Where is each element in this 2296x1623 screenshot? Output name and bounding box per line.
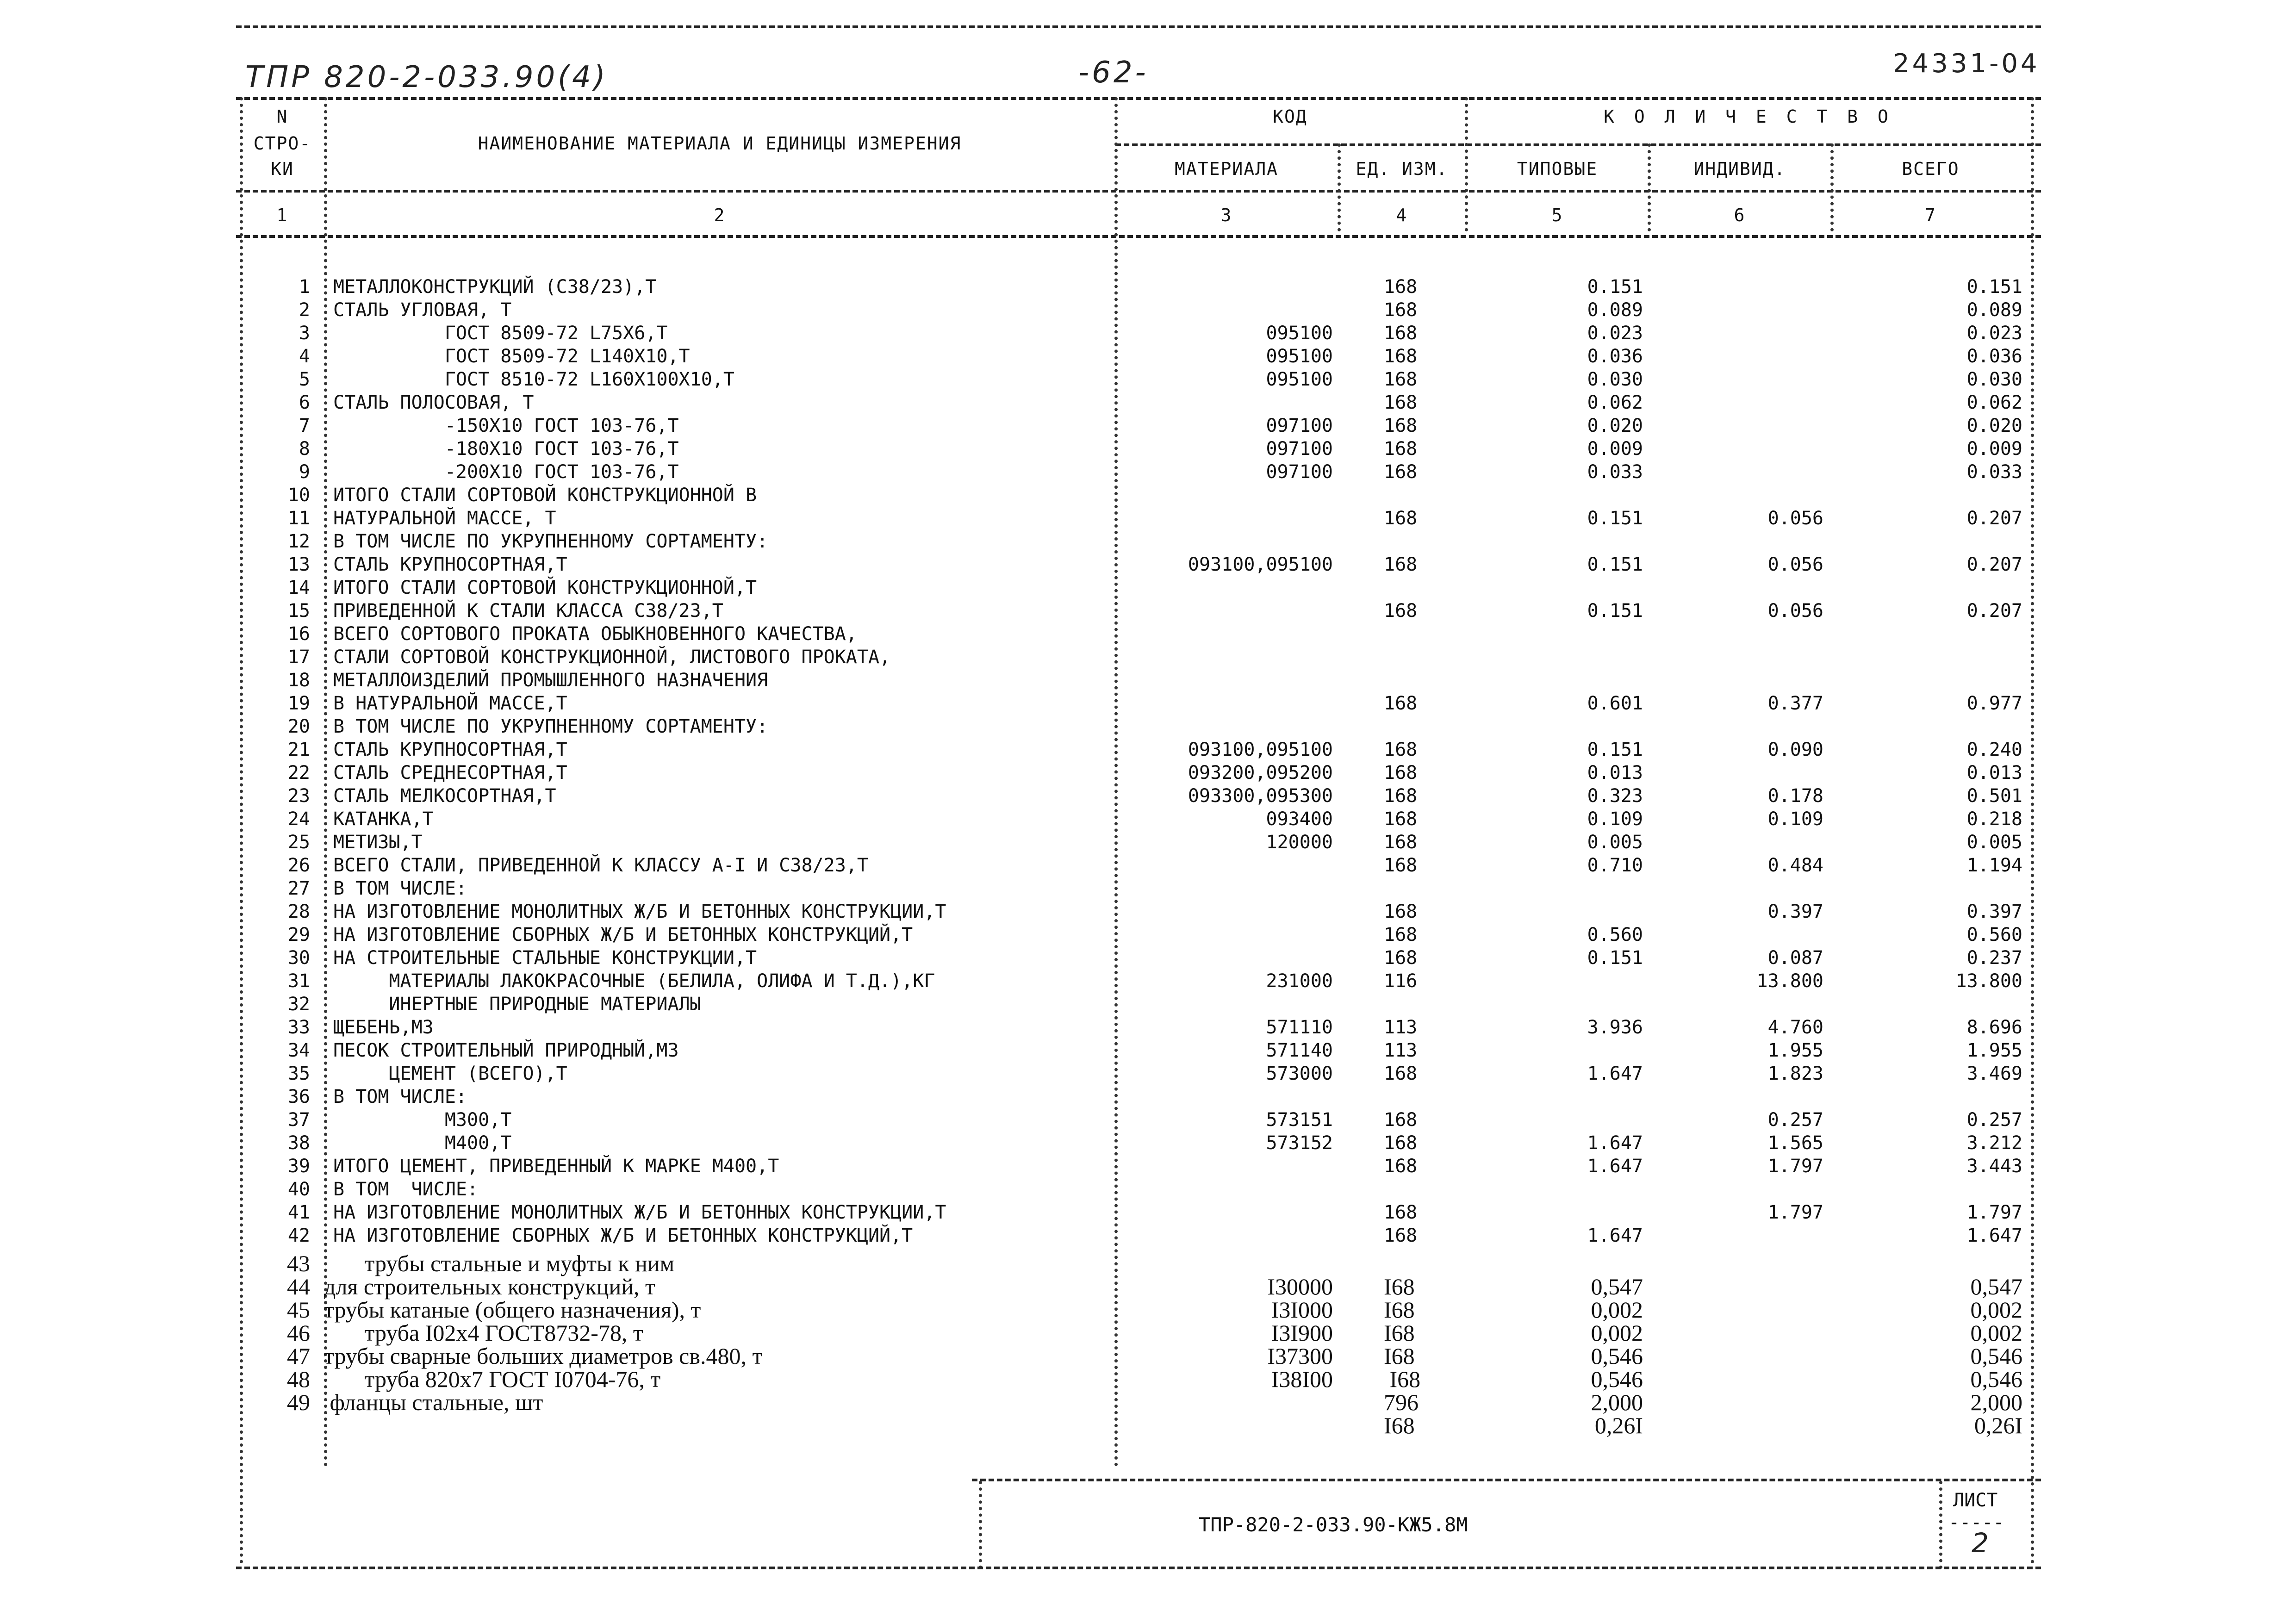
- row-material-name: ГОСТ 8510-72 L160X100X10,Т: [333, 369, 734, 390]
- row-number: 18: [287, 670, 310, 691]
- row-material-name: трубы катаные (общего назначения), т: [324, 1297, 701, 1323]
- row-material-name: НАТУРАЛЬНОЙ МАССЕ, Т: [333, 508, 556, 529]
- row-material-name: труба 820x7 ГОСТ I0704-76, т: [324, 1366, 661, 1392]
- row-unit-code: 168: [1384, 785, 1418, 807]
- row-qty-typical: 0.710: [1587, 855, 1643, 876]
- row-qty-total: 0.009: [1966, 438, 2022, 460]
- row-unit-code: 168: [1384, 739, 1418, 760]
- document-code: ТПР 820-2-033.90(4): [245, 60, 608, 94]
- row-material-code: 097100: [1266, 461, 1333, 483]
- row-unit-code: 168: [1384, 1202, 1418, 1223]
- row-material-name: ПЕСОК СТРОИТЕЛЬНЫЙ ПРИРОДНЫЙ,М3: [333, 1040, 679, 1061]
- row-qty-typical: 0.151: [1587, 739, 1643, 760]
- row-unit-code: 168: [1384, 1225, 1418, 1246]
- row-unit-code: I68: [1384, 1274, 1415, 1300]
- row-number: 14: [287, 577, 310, 598]
- row-qty-individual: 13.800: [1756, 970, 1823, 992]
- row-qty-typical: 0.601: [1587, 693, 1643, 714]
- row-unit-code: I68: [1384, 1366, 1421, 1392]
- row-qty-individual: 1.565: [1767, 1132, 1823, 1154]
- row-number: 44: [287, 1274, 310, 1300]
- col-individual: ИНДИВИД.: [1693, 159, 1786, 179]
- row-qty-total: 0.218: [1966, 808, 2022, 830]
- row-qty-typical: 0.062: [1587, 392, 1643, 413]
- row-qty-total: 13.800: [1955, 970, 2022, 992]
- row-material-name: МЕТАЛЛОИЗДЕЛИЙ ПРОМЫШЛЕННОГО НАЗНАЧЕНИЯ: [333, 670, 768, 691]
- row-number: 46: [287, 1320, 310, 1346]
- row-qty-total: 3.469: [1966, 1063, 2022, 1084]
- row-number: 11: [287, 508, 310, 529]
- row-qty-total: 1.797: [1966, 1202, 2022, 1223]
- row-material-code: 120000: [1266, 832, 1333, 853]
- row-material-name: СТАЛЬ КРУПНОСОРТНАЯ,Т: [333, 739, 567, 760]
- col-n-line2: СТРО-: [253, 133, 311, 154]
- row-material-name: В НАТУРАЛЬНОЙ МАССЕ,Т: [333, 693, 567, 714]
- row-unit-code: I68: [1384, 1320, 1415, 1346]
- row-material-code: 571140: [1266, 1040, 1333, 1061]
- row-number: 22: [287, 762, 310, 784]
- col-num-5: 5: [1551, 205, 1563, 225]
- col-n-line1: N: [276, 106, 288, 127]
- col-num-1: 1: [276, 205, 288, 225]
- col-code-material: МАТЕРИАЛА: [1175, 159, 1278, 179]
- header-line: [236, 190, 2041, 193]
- row-qty-typical: 1.647: [1587, 1132, 1643, 1154]
- row-qty-typical: 0.151: [1587, 276, 1643, 298]
- row-qty-total: 0,26I: [1974, 1412, 2022, 1438]
- row-material-name: В ТОМ ЧИСЛЕ:: [333, 878, 467, 899]
- row-unit-code: 168: [1384, 369, 1418, 390]
- row-number: 25: [287, 832, 310, 853]
- row-number: 21: [287, 739, 310, 760]
- row-number: 32: [287, 994, 310, 1015]
- row-material-name: СТАЛЬ МЕЛКОСОРТНАЯ,Т: [333, 785, 556, 807]
- row-number: 42: [287, 1225, 310, 1246]
- row-qty-typical: 0.089: [1587, 299, 1643, 321]
- row-material-name: труба I02x4 ГОСТ8732-78, т: [324, 1320, 643, 1346]
- row-unit-code: 113: [1384, 1040, 1418, 1061]
- row-material-code: 093100,095100: [1188, 739, 1333, 760]
- row-qty-typical: 0,547: [1591, 1274, 1643, 1300]
- row-qty-total: 0.033: [1966, 461, 2022, 483]
- row-material-name: СТАЛИ СОРТОВОЙ КОНСТРУКЦИОННОЙ, ЛИСТОВОГО ПРОКАТА,: [333, 647, 891, 668]
- row-unit-code: 168: [1384, 901, 1418, 922]
- row-qty-individual: 0.377: [1767, 693, 1823, 714]
- row-material-name: -150X10 ГОСТ 103-76,Т: [333, 415, 679, 436]
- rule-right: [2031, 97, 2034, 1564]
- bottom-border-line: [236, 1567, 2041, 1569]
- row-qty-total: 1.955: [1966, 1040, 2022, 1061]
- row-material-name: МАТЕРИАЛЫ ЛАКОКРАСОЧНЫЕ (БЕЛИЛА, ОЛИФА И Т.Д.),КГ: [333, 970, 935, 992]
- row-material-name: НА СТРОИТЕЛЬНЫЕ СТАЛЬНЫЕ КОНСТРУКЦИИ,Т: [333, 947, 757, 969]
- stamp-code: ТПР-820-2-033.90-КЖ5.8М: [1199, 1513, 1468, 1536]
- row-number: 24: [287, 808, 310, 830]
- row-number: 6: [299, 392, 310, 413]
- row-number: 33: [287, 1017, 310, 1038]
- col-num-7: 7: [1925, 205, 1936, 225]
- row-unit-code: 168: [1384, 1109, 1418, 1131]
- row-material-name: СТАЛЬ ПОЛОСОВАЯ, Т: [333, 392, 534, 413]
- row-qty-total: 0.501: [1966, 785, 2022, 807]
- row-material-code: 095100: [1266, 369, 1333, 390]
- row-unit-code: 168: [1384, 346, 1418, 367]
- row-material-code: I3I900: [1271, 1320, 1333, 1346]
- row-qty-individual: 0.090: [1767, 739, 1823, 760]
- row-number: 27: [287, 878, 310, 899]
- row-material-name: -180X10 ГОСТ 103-76,Т: [333, 438, 679, 460]
- row-material-name: ВСЕГО СТАЛИ, ПРИВЕДЕННОЙ К КЛАССУ А-I И С38/23,Т: [333, 855, 868, 876]
- col-total: ВСЕГО: [1902, 159, 1960, 179]
- row-material-name: ИТОГО СТАЛИ СОРТОВОЙ КОНСТРУКЦИОННОЙ В: [333, 485, 757, 506]
- row-qty-typical: 0.151: [1587, 554, 1643, 575]
- row-qty-typical: 0,546: [1591, 1366, 1643, 1392]
- row-qty-typical: 3.936: [1587, 1017, 1643, 1038]
- row-qty-total: 0.237: [1966, 947, 2022, 969]
- row-material-name: СТАЛЬ КРУПНОСОРТНАЯ,Т: [333, 554, 567, 575]
- row-qty-total: 0.023: [1966, 323, 2022, 344]
- row-unit-code: 168: [1384, 438, 1418, 460]
- col-num-3: 3: [1220, 205, 1232, 225]
- row-material-name: В ТОМ ЧИСЛЕ:: [333, 1086, 467, 1107]
- row-qty-typical: 0.036: [1587, 346, 1643, 367]
- col-name-header: НАИМЕНОВАНИЕ МАТЕРИАЛА И ЕДИНИЦЫ ИЗМЕРЕНИЯ: [478, 133, 962, 154]
- row-qty-total: 8.696: [1966, 1017, 2022, 1038]
- row-qty-total: 0,002: [1970, 1320, 2022, 1346]
- top-border-line: [236, 25, 2041, 28]
- row-unit-code: 168: [1384, 1132, 1418, 1154]
- row-material-code: 573152: [1266, 1132, 1333, 1154]
- row-material-name: ИТОГО ЦЕМЕНТ, ПРИВЕДЕННЫЙ К МАРКЕ М400,Т: [333, 1156, 779, 1177]
- row-unit-code: 168: [1384, 762, 1418, 784]
- row-number: 4: [299, 346, 310, 367]
- row-material-name: фланцы стальные, шт: [324, 1389, 543, 1415]
- row-material-code: 573000: [1266, 1063, 1333, 1084]
- row-unit-code: 168: [1384, 1156, 1418, 1177]
- row-number: 39: [287, 1156, 310, 1177]
- row-qty-typical: 1.647: [1587, 1063, 1643, 1084]
- row-qty-total: 1.194: [1966, 855, 2022, 876]
- row-qty-typical: 0.560: [1587, 924, 1643, 945]
- row-qty-typical: 0.009: [1587, 438, 1643, 460]
- row-qty-individual: 0.056: [1767, 554, 1823, 575]
- row-number: 3: [299, 323, 310, 344]
- row-qty-typical: 0.151: [1587, 508, 1643, 529]
- row-number: 16: [287, 623, 310, 645]
- row-unit-code: 168: [1384, 276, 1418, 298]
- row-qty-total: 0.089: [1966, 299, 2022, 321]
- row-material-code: 231000: [1266, 970, 1333, 992]
- row-unit-code: 796: [1384, 1389, 1419, 1415]
- stamp-sheet-rule: [1939, 1481, 1942, 1569]
- row-qty-individual: 0.397: [1767, 901, 1823, 922]
- row-unit-code: 168: [1384, 855, 1418, 876]
- row-material-name: МЕТАЛЛОКОНСТРУКЦИЙ (С38/23),Т: [333, 276, 657, 298]
- row-qty-total: 0,002: [1970, 1297, 2022, 1323]
- row-number: 12: [287, 531, 310, 552]
- row-material-name: ГОСТ 8509-72 L140X10,Т: [333, 346, 690, 367]
- row-number: 8: [299, 438, 310, 460]
- row-number: 5: [299, 369, 310, 390]
- row-material-code: 097100: [1266, 438, 1333, 460]
- row-material-name: ЩЕБЕНЬ,М3: [333, 1017, 434, 1038]
- row-number: 37: [287, 1109, 310, 1131]
- row-number: 19: [287, 693, 310, 714]
- row-qty-total: 0.207: [1966, 554, 2022, 575]
- row-qty-typical: 0.109: [1587, 808, 1643, 830]
- row-qty-individual: 4.760: [1767, 1017, 1823, 1038]
- col-typical: ТИПОВЫЕ: [1517, 159, 1598, 179]
- row-material-name: ПРИВЕДЕННОЙ К СТАЛИ КЛАССА С38/23,Т: [333, 600, 723, 622]
- row-material-code: I38I00: [1271, 1366, 1333, 1392]
- row-number: 29: [287, 924, 310, 945]
- row-unit-code: 168: [1384, 392, 1418, 413]
- row-qty-total: 0.207: [1966, 508, 2022, 529]
- row-material-code: 573151: [1266, 1109, 1333, 1131]
- row-qty-individual: 0.087: [1767, 947, 1823, 969]
- row-unit-code: 168: [1384, 924, 1418, 945]
- row-qty-individual: 1.823: [1767, 1063, 1823, 1084]
- row-unit-code: 168: [1384, 1063, 1418, 1084]
- row-qty-total: 0.020: [1966, 415, 2022, 436]
- row-qty-individual: 0.484: [1767, 855, 1823, 876]
- row-material-name: -200X10 ГОСТ 103-76,Т: [333, 461, 679, 483]
- row-number: 30: [287, 947, 310, 969]
- header-top-line: [236, 97, 2041, 100]
- row-qty-individual: 0.178: [1767, 785, 1823, 807]
- row-material-name: В ТОМ ЧИСЛЕ ПО УКРУПНЕННОМУ СОРТАМЕНТУ:: [333, 531, 768, 552]
- row-material-name: ЦЕМЕНТ (ВСЕГО),Т: [333, 1063, 567, 1084]
- row-material-code: 571110: [1266, 1017, 1333, 1038]
- row-material-name: М300,Т: [333, 1109, 512, 1131]
- row-material-name: В ТОМ ЧИСЛЕ:: [333, 1179, 479, 1200]
- row-qty-individual: 0.109: [1767, 808, 1823, 830]
- row-unit-code: 168: [1384, 947, 1418, 969]
- row-qty-total: 0,546: [1970, 1366, 2022, 1392]
- row-qty-typical: 2,000: [1591, 1389, 1643, 1415]
- row-material-code: 097100: [1266, 415, 1333, 436]
- row-qty-typical: 0,26I: [1594, 1412, 1643, 1438]
- header-mid-line: [1115, 143, 2041, 146]
- row-qty-total: 3.443: [1966, 1156, 2022, 1177]
- row-unit-code: I68: [1384, 1343, 1415, 1369]
- row-number: 38: [287, 1132, 310, 1154]
- row-qty-total: 0.005: [1966, 832, 2022, 853]
- row-unit-code: 168: [1384, 808, 1418, 830]
- row-number: 49: [287, 1389, 310, 1415]
- row-qty-typical: 0.013: [1587, 762, 1643, 784]
- row-number: 36: [287, 1086, 310, 1107]
- row-unit-code: 168: [1384, 832, 1418, 853]
- column-numbers-line: [236, 235, 2041, 238]
- row-qty-typical: 0.005: [1587, 832, 1643, 853]
- row-material-name: КАТАНКА,Т: [333, 808, 434, 830]
- row-material-code: 093200,095200: [1188, 762, 1333, 784]
- row-material-code: I37300: [1267, 1343, 1333, 1369]
- row-qty-total: 2,000: [1970, 1389, 2022, 1415]
- row-material-name: ВСЕГО СОРТОВОГО ПРОКАТА ОБЫКНОВЕННОГО КАЧЕСТВА,: [333, 623, 857, 645]
- row-qty-total: 1.647: [1966, 1225, 2022, 1246]
- row-number: 20: [287, 716, 310, 737]
- row-material-name: ИНЕРТНЫЕ ПРИРОДНЫЕ МАТЕРИАЛЫ: [333, 994, 701, 1015]
- row-qty-typical: 0.030: [1587, 369, 1643, 390]
- row-number: 34: [287, 1040, 310, 1061]
- row-qty-total: 3.212: [1966, 1132, 2022, 1154]
- row-qty-typical: 0.151: [1587, 600, 1643, 622]
- row-qty-typical: 0,002: [1591, 1320, 1643, 1346]
- col-num-2: 2: [714, 205, 726, 225]
- row-unit-code: 168: [1384, 299, 1418, 321]
- row-qty-individual: 1.797: [1767, 1156, 1823, 1177]
- row-qty-total: 0,547: [1970, 1274, 2022, 1300]
- rule-name: [1114, 97, 1118, 1467]
- row-qty-individual: 0.056: [1767, 600, 1823, 622]
- row-qty-total: 0.977: [1966, 693, 2022, 714]
- row-qty-total: 0.207: [1966, 600, 2022, 622]
- row-number: 13: [287, 554, 310, 575]
- row-unit-code: 168: [1384, 600, 1418, 622]
- row-number: 40: [287, 1179, 310, 1200]
- row-unit-code: I68: [1384, 1297, 1415, 1323]
- row-qty-individual: 1.797: [1767, 1202, 1823, 1223]
- row-material-code: I3I000: [1271, 1297, 1333, 1323]
- row-qty-total: 0.062: [1966, 392, 2022, 413]
- col-num-4: 4: [1396, 205, 1408, 225]
- row-number: 41: [287, 1202, 310, 1223]
- row-number: 35: [287, 1063, 310, 1084]
- row-material-code: 095100: [1266, 346, 1333, 367]
- row-unit-code: 113: [1384, 1017, 1418, 1038]
- row-number: 23: [287, 785, 310, 807]
- sheet-value: 2: [1972, 1527, 1991, 1559]
- row-qty-total: 0.013: [1966, 762, 2022, 784]
- row-qty-typical: 0.033: [1587, 461, 1643, 483]
- row-material-name: для строительных конструкций, т: [324, 1274, 655, 1300]
- row-qty-total: 0.036: [1966, 346, 2022, 367]
- row-number: 26: [287, 855, 310, 876]
- stamp-top-line: [972, 1479, 2041, 1481]
- col-n-line3: КИ: [271, 159, 294, 179]
- row-number: 10: [287, 485, 310, 506]
- row-qty-total: 0.257: [1966, 1109, 2022, 1131]
- row-material-name: НА ИЗГОТОВЛЕНИЕ МОНОЛИТНЫХ Ж/Б И БЕТОННЫХ КОНСТРУКЦИИ,Т: [333, 901, 946, 922]
- row-number: 2: [299, 299, 310, 321]
- row-qty-individual: 0.257: [1767, 1109, 1823, 1131]
- row-number: 1: [299, 276, 310, 298]
- row-material-code: 093300,095300: [1188, 785, 1333, 807]
- row-number: 31: [287, 970, 310, 992]
- row-qty-total: 0.560: [1966, 924, 2022, 945]
- row-qty-typical: 0.151: [1587, 947, 1643, 969]
- row-number: 17: [287, 647, 310, 668]
- page-number: -62-: [1078, 56, 1149, 90]
- row-material-code: 095100: [1266, 323, 1333, 344]
- row-number: 43: [287, 1250, 310, 1276]
- row-qty-typical: 1.647: [1587, 1225, 1643, 1246]
- row-qty-typical: 0.020: [1587, 415, 1643, 436]
- row-number: 7: [299, 415, 310, 436]
- row-material-code: 093400: [1266, 808, 1333, 830]
- row-material-name: НА ИЗГОТОВЛЕНИЕ СБОРНЫХ Ж/Б И БЕТОННЫХ КОНСТРУКЦИЙ,Т: [333, 924, 913, 945]
- sheet-number: 24331-04: [1893, 49, 2040, 79]
- row-material-name: В ТОМ ЧИСЛЕ ПО УКРУПНЕННОМУ СОРТАМЕНТУ:: [333, 716, 768, 737]
- row-qty-typical: 0,546: [1591, 1343, 1643, 1369]
- row-qty-individual: 1.955: [1767, 1040, 1823, 1061]
- row-qty-total: 0.240: [1966, 739, 2022, 760]
- row-material-name: трубы стальные и муфты к ним: [324, 1250, 675, 1276]
- row-qty-total: 0.151: [1966, 276, 2022, 298]
- row-qty-typical: 0.323: [1587, 785, 1643, 807]
- col-code-unit: ЕД. ИЗМ.: [1356, 159, 1448, 179]
- sheet-divider: -----: [1948, 1512, 2004, 1533]
- row-qty-typical: 0.023: [1587, 323, 1643, 344]
- row-material-code: 093100,095100: [1188, 554, 1333, 575]
- row-material-name: трубы сварные больших диаметров св.480, т: [324, 1343, 763, 1369]
- row-number: 28: [287, 901, 310, 922]
- col-num-6: 6: [1734, 205, 1746, 225]
- row-number: 45: [287, 1297, 310, 1323]
- row-qty-typical: 1.647: [1587, 1156, 1643, 1177]
- row-unit-code: 168: [1384, 554, 1418, 575]
- row-number: 9: [299, 461, 310, 483]
- row-number: 47: [287, 1343, 310, 1369]
- row-unit-code: 116: [1384, 970, 1418, 992]
- row-number: 15: [287, 600, 310, 622]
- row-qty-total: 0,546: [1970, 1343, 2022, 1369]
- sheet-label: ЛИСТ: [1953, 1490, 1998, 1511]
- col-quantity-header: К О Л И Ч Е С Т В О: [1604, 106, 1893, 127]
- row-unit-code: 168: [1384, 323, 1418, 344]
- row-qty-typical: 0,002: [1591, 1297, 1643, 1323]
- row-material-name: НА ИЗГОТОВЛЕНИЕ СБОРНЫХ Ж/Б И БЕТОННЫХ КОНСТРУКЦИЙ,Т: [333, 1225, 913, 1246]
- col-code-header: КОД: [1273, 106, 1307, 127]
- row-material-name: М400,Т: [333, 1132, 512, 1154]
- row-material-name: МЕТИЗЫ,Т: [333, 832, 423, 853]
- row-material-code: I30000: [1267, 1274, 1333, 1300]
- row-unit-code: 168: [1384, 461, 1418, 483]
- row-unit-code: I68: [1384, 1412, 1415, 1438]
- row-material-name: СТАЛЬ УГЛОВАЯ, Т: [333, 299, 512, 321]
- row-qty-total: 0.030: [1966, 369, 2022, 390]
- row-unit-code: 168: [1384, 415, 1418, 436]
- row-material-name: НА ИЗГОТОВЛЕНИЕ МОНОЛИТНЫХ Ж/Б И БЕТОННЫХ КОНСТРУКЦИИ,Т: [333, 1202, 946, 1223]
- row-unit-code: 168: [1384, 693, 1418, 714]
- row-number: 48: [287, 1366, 310, 1392]
- row-qty-individual: 0.056: [1767, 508, 1823, 529]
- row-material-name: ИТОГО СТАЛИ СОРТОВОЙ КОНСТРУКЦИОННОЙ,Т: [333, 577, 757, 598]
- stamp-left-rule: [979, 1481, 982, 1569]
- row-qty-total: 0.397: [1966, 901, 2022, 922]
- row-material-name: ГОСТ 8509-72 L75X6,Т: [333, 323, 668, 344]
- row-material-name: СТАЛЬ СРЕДНЕСОРТНАЯ,Т: [333, 762, 567, 784]
- row-unit-code: 168: [1384, 508, 1418, 529]
